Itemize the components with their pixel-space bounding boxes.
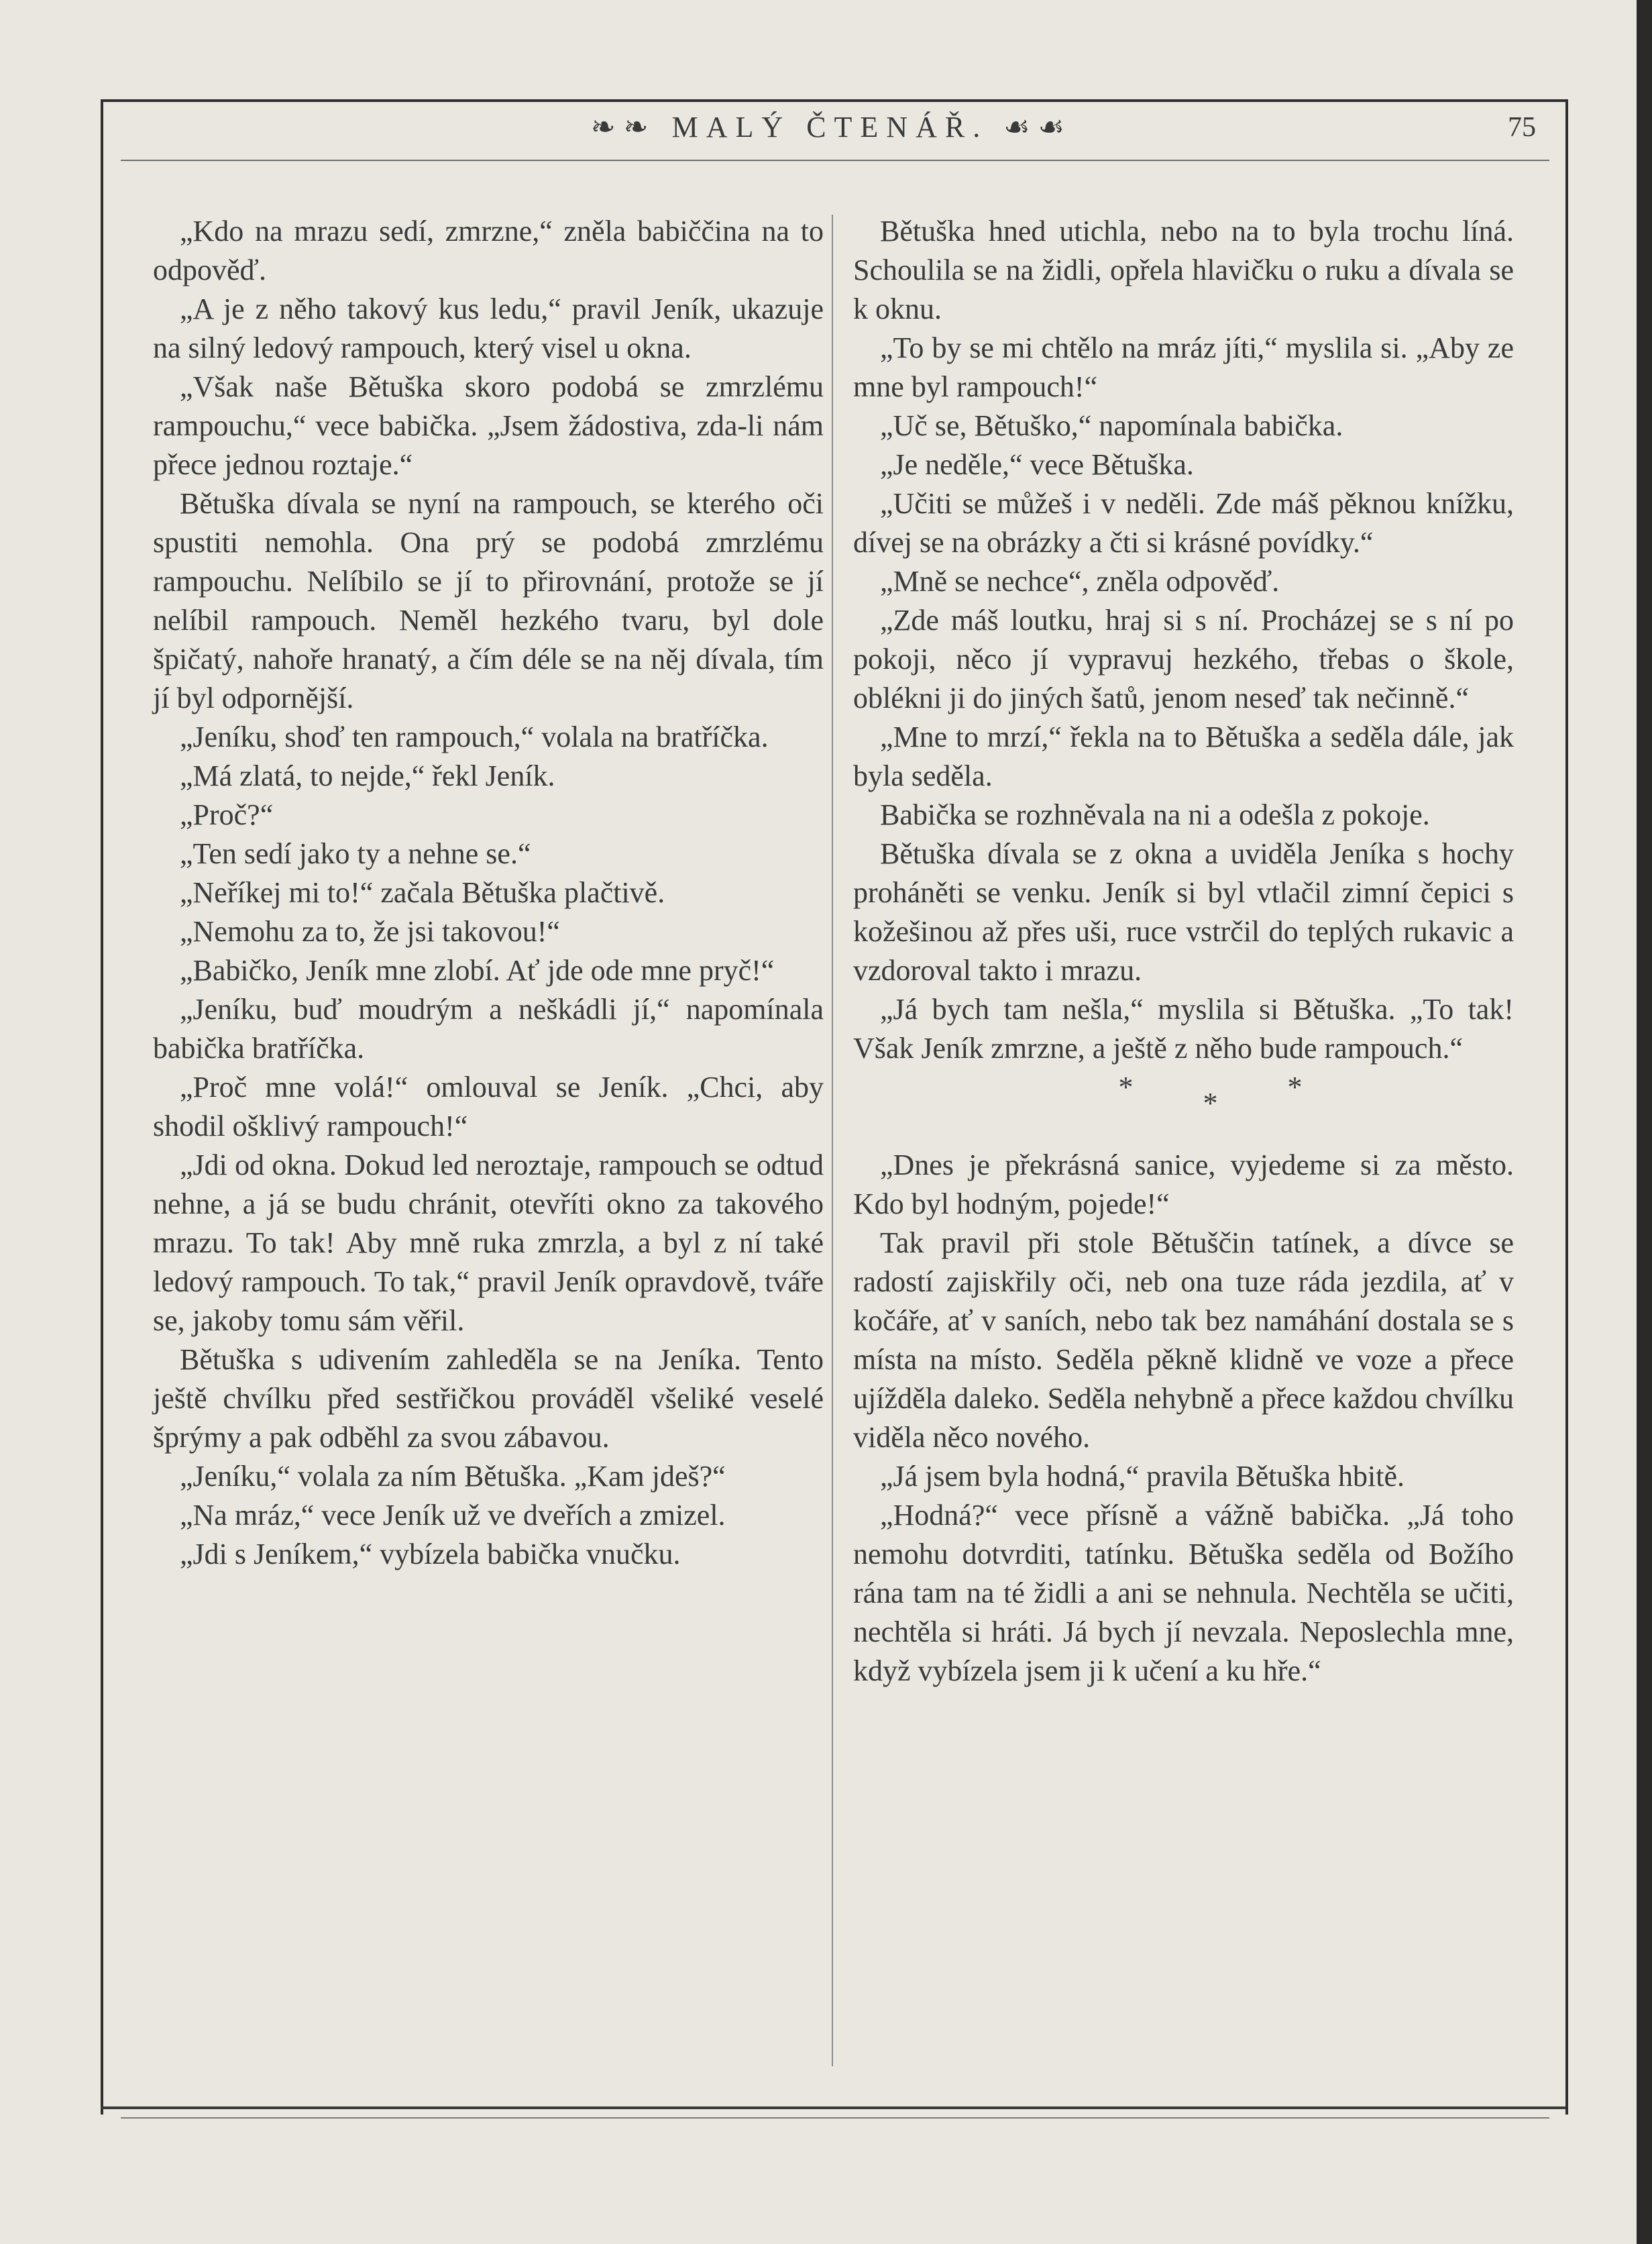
section-star-right: *: [1287, 1071, 1303, 1104]
paragraph: „Má zlatá, to nejde,“ řekl Jeník.: [180, 759, 555, 792]
paragraph: „Učiti se můžeš i v neděli. Zde máš pěknou knížku, dívej se na obrázky a čti si krásné povídky.“: [853, 487, 1514, 559]
paragraph: „Já jsem byla hodná,“ pravila Bětuška hbitě.: [880, 1460, 1405, 1493]
paragraph: „Mně se nechce“, zněla odpověď.: [880, 565, 1280, 598]
paragraph: „Proč?“: [180, 798, 274, 831]
paragraph: Bětuška s udivením zahleděla se na Jeníka. Tento ještě chvílku před sestřičkou prováděl všeliké veselé šprýmy a pak odběhl za svou zábavou.: [153, 1343, 824, 1454]
paragraph: „Jdi od okna. Dokud led neroztaje, rampouch se odtud nehne, a já se budu chránit, otevříti okno za takového mrazu. To tak! Aby mně ruka zmrzla, a byl z ní také ledový rampouch. To tak,“ pravil Jeník opravdově, tváře se, jakoby tomu sám věřil.: [153, 1148, 824, 1337]
paragraph: „Jdi s Jeníkem,“ vybízela babička vnučku.: [180, 1538, 681, 1570]
paragraph: Bětuška hned utichla, nebo na to byla trochu líná. Schoulila se na židli, opřela hlavičku o ruku a dívala se k oknu.: [853, 215, 1514, 325]
right-column-top: [853, 212, 1514, 1068]
paragraph: „Babičko, Jeník mne zlobí. Ať jde ode mne pryč!“: [180, 954, 775, 987]
paragraph: „Hodná?“ vece přísně a vážně babička. „Já toho nemohu dotvrditi, tatínku. Bětuška seděla od Božího rána tam na té židli a ani se nehnula. Nechtěla se učiti, nechtěla si hráti. Já bych jí nevzala. Neposlechla mne, když vybízela jsem ji k učení a ku hře.“: [853, 1499, 1514, 1687]
paragraph: „Na mráz,“ vece Jeník už ve dveřích a zmizel.: [180, 1499, 726, 1532]
paragraph: „Však naše Bětuška skoro podobá se zmrzlému rampouchu,“ vece babička. „Jsem žádostiva, zda-li nám přece jednou roztaje.“: [153, 370, 824, 481]
paragraph: Tak pravil při stole Bětuščin tatínek, a dívce se radostí zajiskřily oči, neb ona tuze ráda jezdila, ať v kočáře, ať v saních, nebo tak bez namáhání dostala se s místa na místo. Seděla pěkně klidně ve voze a přece ujížděla daleko. Seděla nehybně a přece každou chvílku viděla něco nového.: [853, 1226, 1514, 1454]
header-right-ornament: ☙☙: [1003, 111, 1073, 144]
bottom-rule: [101, 2106, 1565, 2109]
paragraph: „Je neděle,“ vece Bětuška.: [880, 448, 1194, 481]
header-rule: [121, 160, 1549, 161]
magazine-title: MALÝ ČTENÁŘ.: [671, 111, 989, 144]
page-number: 75: [1508, 112, 1536, 143]
paragraph: Bětuška dívala se nyní na rampouch, se kterého oči spustiti nemohla. Ona prý se podobá zmrzlému rampouchu. Nelíbilo se jí to přirovnání, protože se jí nelíbil rampouch. Neměl hezkého tvaru, byl dole špičatý, nahoře hranatý, a čím déle se na něj dívala, tím jí byl odpornější.: [153, 487, 824, 714]
paragraph: „A je z něho takový kus ledu,“ pravil Jeník, ukazuje na silný ledový rampouch, který visel u okna.: [153, 292, 824, 364]
paragraph: „Uč se, Bětuško,“ napomínala babička.: [880, 409, 1343, 442]
paragraph: „Mne to mrzí,“ řekla na to Bětuška a seděla dále, jak byla seděla.: [853, 720, 1514, 792]
section-star-left: *: [1118, 1071, 1134, 1104]
section-star-middle: *: [1203, 1087, 1218, 1120]
paragraph: „Proč mne volá!“ omlouval se Jeník. „Chci, aby shodil ošklivý rampouch!“: [153, 1071, 824, 1142]
scan-edge: [1637, 0, 1652, 2244]
section-break: [853, 1068, 1514, 1146]
right-column: [853, 212, 1514, 1691]
paragraph: „Neříkej mi to!“ začala Bětuška plačtivě.: [180, 876, 665, 909]
bottom-rule-thin: [121, 2117, 1549, 2119]
paragraph: „Nemohu za to, že jsi takovou!“: [180, 915, 560, 948]
paragraph: „To by se mi chtělo na mráz jíti,“ myslila si. „Aby ze mne byl rampouch!“: [853, 331, 1514, 403]
paragraph: „Dnes je překrásná sanice, vyjedeme si za město. Kdo byl hodným, pojede!“: [853, 1148, 1514, 1220]
left-column: [153, 212, 824, 1574]
header-left-ornament: ❧❧: [590, 111, 657, 144]
column-divider: [832, 215, 833, 2066]
right-column-bottom: [853, 1146, 1514, 1691]
paragraph: „Jeníku, buď moudrým a neškádli jí,“ napomínala babička bratříčka.: [153, 993, 824, 1065]
paragraph: „Zde máš loutku, hraj si s ní. Procházej se s ní po pokoji, něco jí vypravuj hezkého, třebas o škole, oblékni ji do jiných šatů, jenom neseď tak nečinně.“: [853, 604, 1514, 714]
paragraph: Babička se rozhněvala na ni a odešla z pokoje.: [880, 798, 1430, 831]
running-header: [101, 101, 1563, 154]
paragraph: Bětuška dívala se z okna a uviděla Jeníka s hochy proháněti se venku. Jeník si byl vtlačil zimní čepici s kožešinou až přes uši, ruce vstrčil do teplých rukavic a vzdoroval takto i mrazu.: [853, 837, 1514, 987]
paragraph: „Jeníku, shoď ten rampouch,“ volala na bratříčka.: [180, 720, 769, 753]
paragraph: „Já bych tam nešla,“ myslila si Bětuška. „To tak! Však Jeník zmrzne, a ještě z něho bude rampouch.“: [853, 993, 1514, 1065]
paragraph: „Kdo na mrazu sedí, zmrzne,“ zněla babiččina na to odpověď.: [153, 215, 824, 286]
paragraph: „Jeníku,“ volala za ním Bětuška. „Kam jdeš?“: [180, 1460, 726, 1493]
paragraph: „Ten sedí jako ty a nehne se.“: [180, 837, 531, 870]
